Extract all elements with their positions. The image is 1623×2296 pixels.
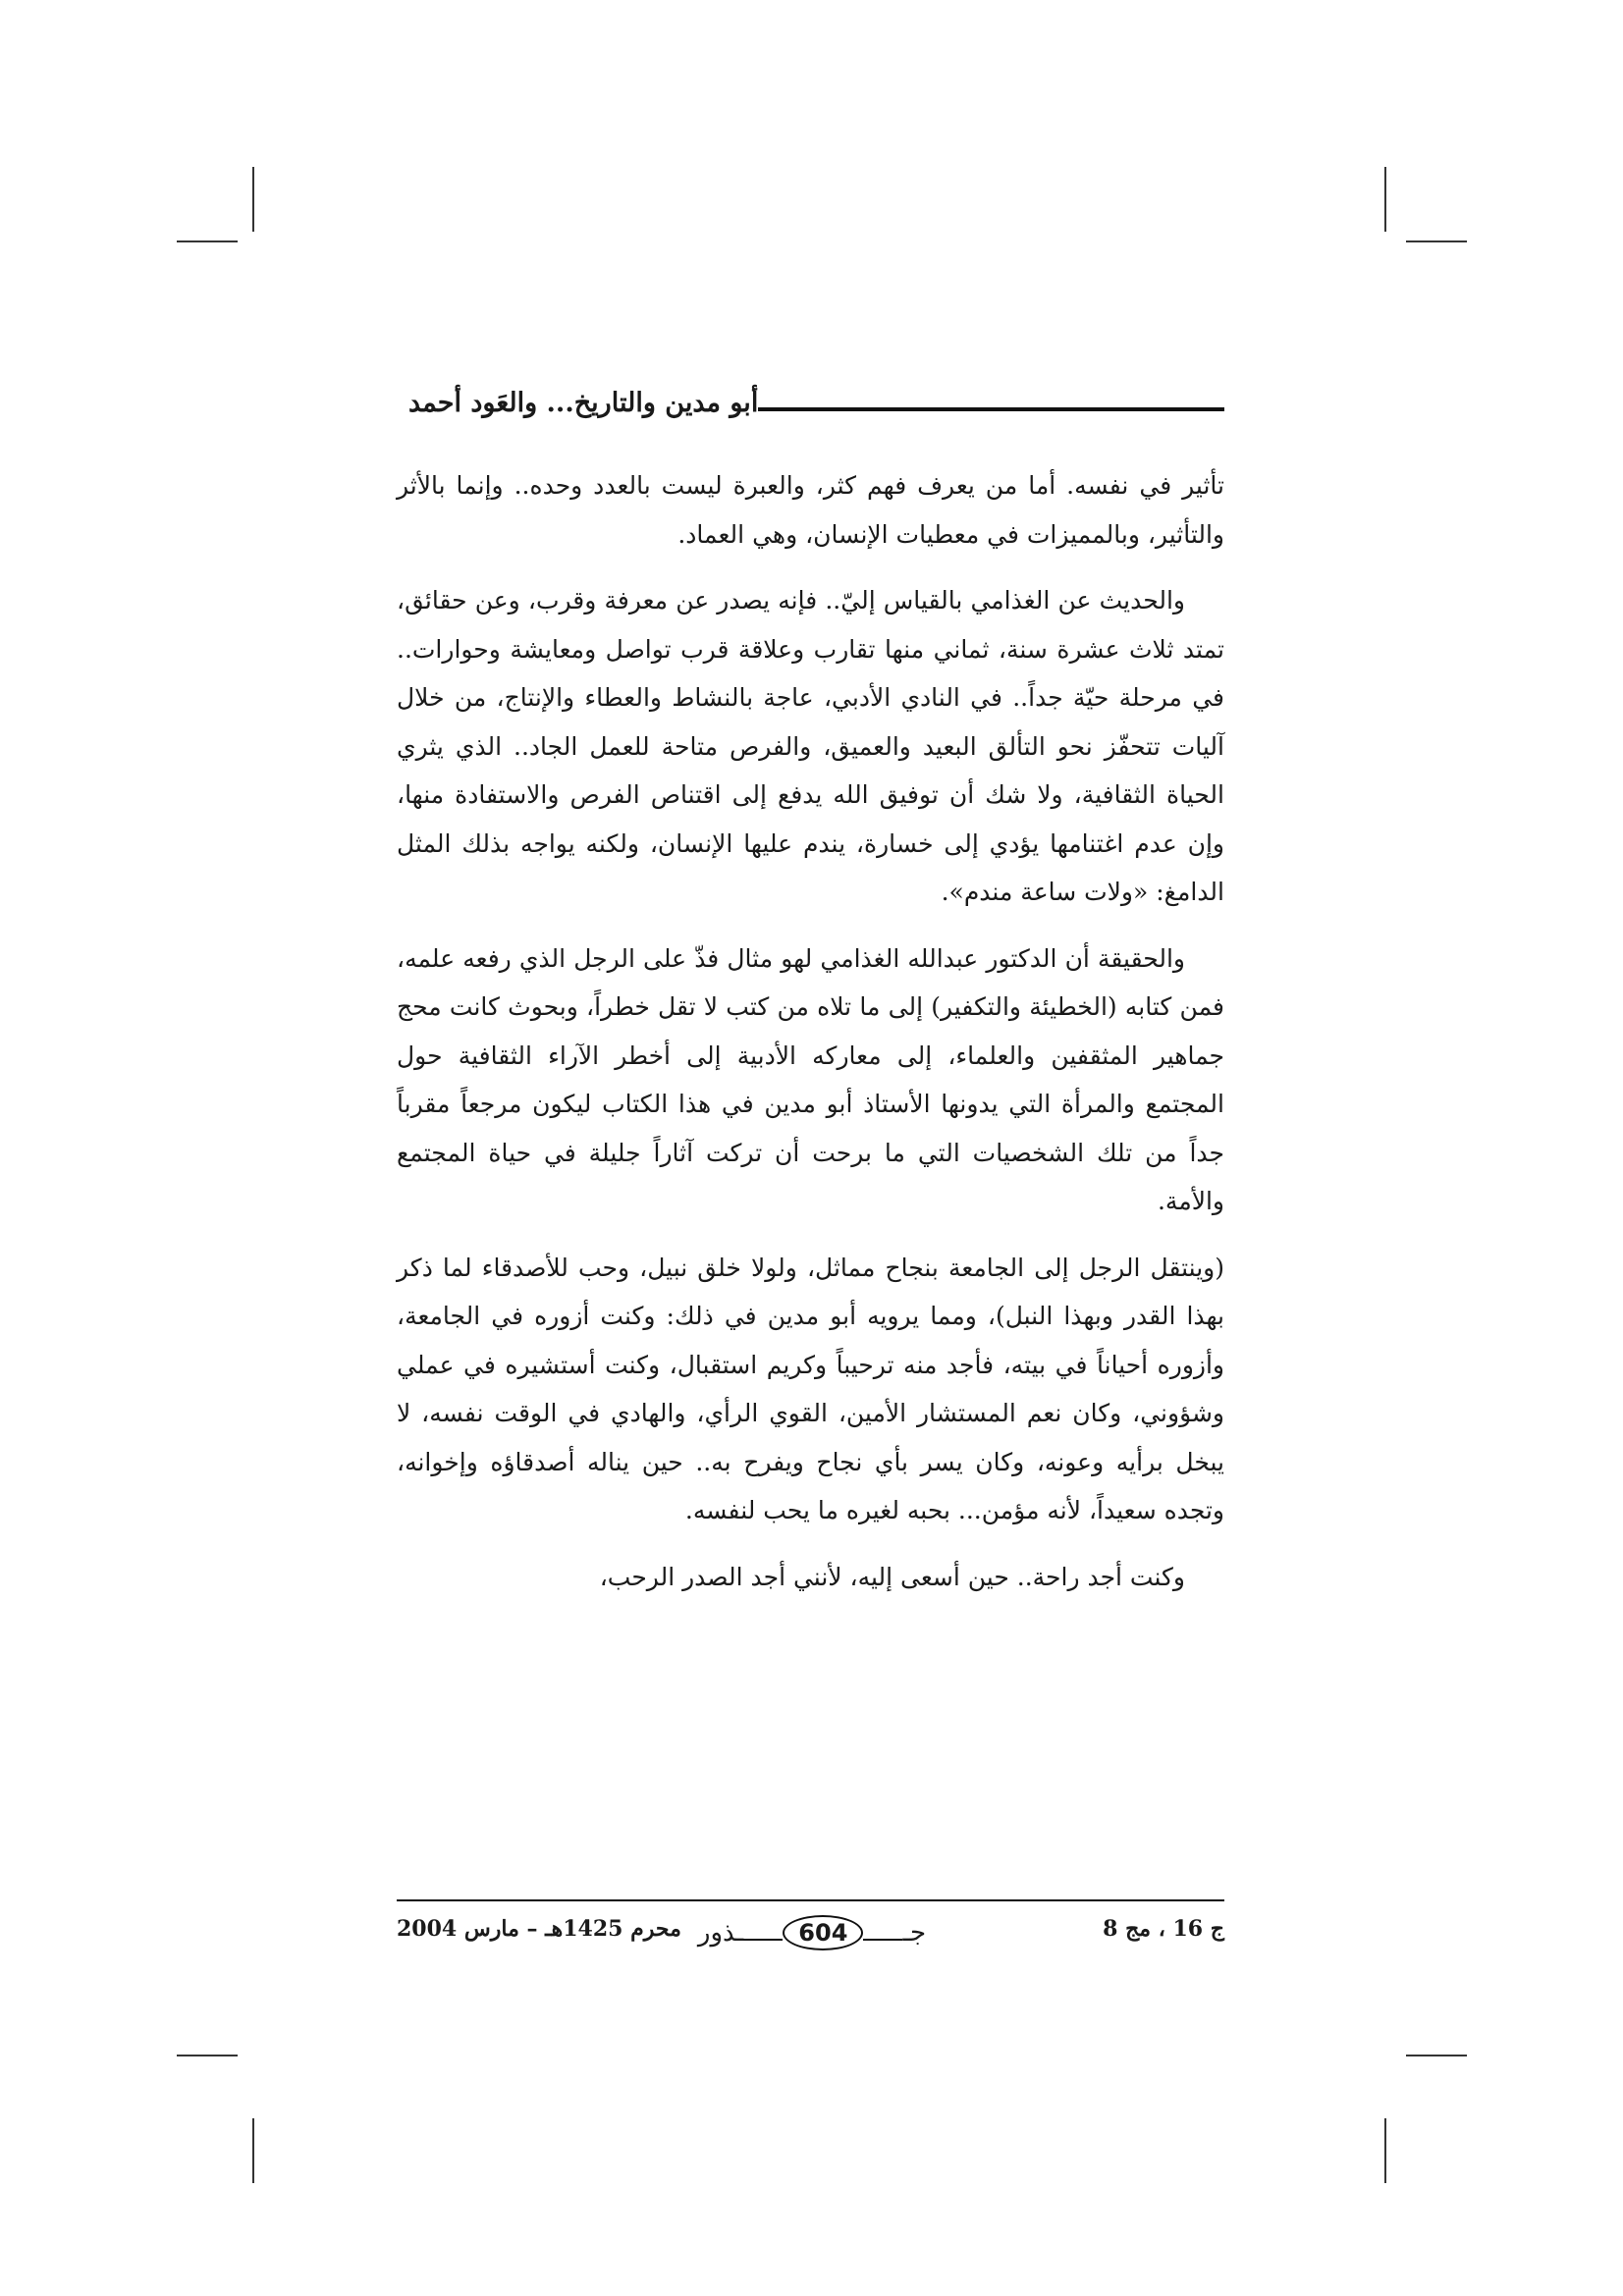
paragraph: تأثير في نفسه. أما من يعرف فهم كثر، والعبرة ليست بالعدد وحده.. وإنما بالأثر والتأثير، وبالمميزات في معطيات الإنسان، وهي العماد. bbox=[397, 471, 1224, 549]
body-text bbox=[397, 461, 1224, 1619]
paragraph: والحقيقة أن الدكتور عبدالله الغذامي لهو مثال فذّ على الرجل الذي رفعه علمه، فمن كتابه (الخطيئة والتكفير) إلى ما تلاه من كتب لا تقل خطراً، وبحوث كانت محج جماهير المثقفين والعلماء، إلى معاركه الأدبية إلى أخطر الآراء الثقافية حول المجتمع والمرأة التي يدونها الأستاذ أبو مدين في هذا الكتاب ليكون مرجعاً مقرباً جداً من تلك الشخصيات التي ما برحت أن تركت آثاراً جليلة في حياة المجتمع والأمة. bbox=[397, 943, 1224, 1215]
journal-bar bbox=[743, 1939, 783, 1941]
header-rule bbox=[758, 407, 1224, 411]
crop-mark bbox=[177, 240, 238, 242]
crop-mark bbox=[177, 2055, 238, 2056]
crop-mark bbox=[1406, 240, 1467, 242]
journal-name-right: ـذور bbox=[697, 1918, 744, 1948]
journal-bar bbox=[863, 1939, 902, 1941]
running-header bbox=[397, 383, 1224, 422]
paragraph: وكنت أجد راحة.. حين أسعى إليه، لأنني أجد الصدر الرحب، bbox=[599, 1562, 1185, 1591]
crop-mark bbox=[252, 2118, 254, 2183]
paragraph: والحديث عن الغذامي بالقياس إليّ.. فإنه يصدر عن معرفة وقرب، وعن حقائق، تمتد ثلاث عشرة سنة، ثماني منها تقارب وعلاقة قرب تواصل ومعايشة وحوارات.. في مرحلة حيّة جداً.. في النادي الأدبي، عاجة بالنشاط والعطاء والإنتاج، من خلال آليات تتحفّز نحو التألق البعيد والعميق، والفرص متاحة للعمل الجاد.. الذي يثري الحياة الثقافية، ولا شك أن توفيق الله يدفع إلى اقتناص الفرص والاستفادة منها، وإن عدم اغتنامها يؤدي إلى خسارة، يندم عليها الإنسان، ولكنه يواجه بذلك المثل الدامغ: «ولات ساعة مندم». bbox=[397, 586, 1224, 906]
issue-label: ج 16 ، مج 8 bbox=[1103, 1916, 1224, 1942]
running-title: أبو مدين والتاريخ... والعَود أحمد bbox=[408, 387, 759, 418]
journal-logo bbox=[689, 1908, 935, 1957]
book-page bbox=[397, 363, 1224, 1953]
journal-name-left: جـ bbox=[902, 1918, 927, 1948]
page-number: 604 bbox=[783, 1915, 863, 1950]
footer-rule bbox=[397, 1899, 1224, 1901]
crop-mark bbox=[1406, 2055, 1467, 2056]
paragraph: (وينتقل الرجل إلى الجامعة بنجاح مماثل، ولولا خلق نبيل، وحب للأصدقاء لما ذكر بهذا القدر وبهذا النبل)، ومما يرويه أبو مدين في ذلك: وكنت أزوره في الجامعة، وأزوره أحياناً في بيته، فأجد منه ترحيباً وكريم استقبال، وكنت أستشيره في عملي وشؤوني، وكان نعم المستشار الأمين، القوي الرأي، والهادي في الوقت نفسه، لا يبخل برأيه وعونه، وكان يسر بأي نجاح ويفرح به.. حين يناله أصدقاؤه وإخوانه، وتجده سعيداً، لأنه مؤمن... بحبه لغيره ما يحب لنفسه. bbox=[397, 1253, 1224, 1524]
crop-mark bbox=[1384, 167, 1386, 232]
crop-mark bbox=[1384, 2118, 1386, 2183]
crop-mark bbox=[252, 167, 254, 232]
issue-date: محرم 1425هـ – مارس 2004 bbox=[397, 1916, 681, 1942]
page-footer bbox=[397, 1906, 1224, 1961]
